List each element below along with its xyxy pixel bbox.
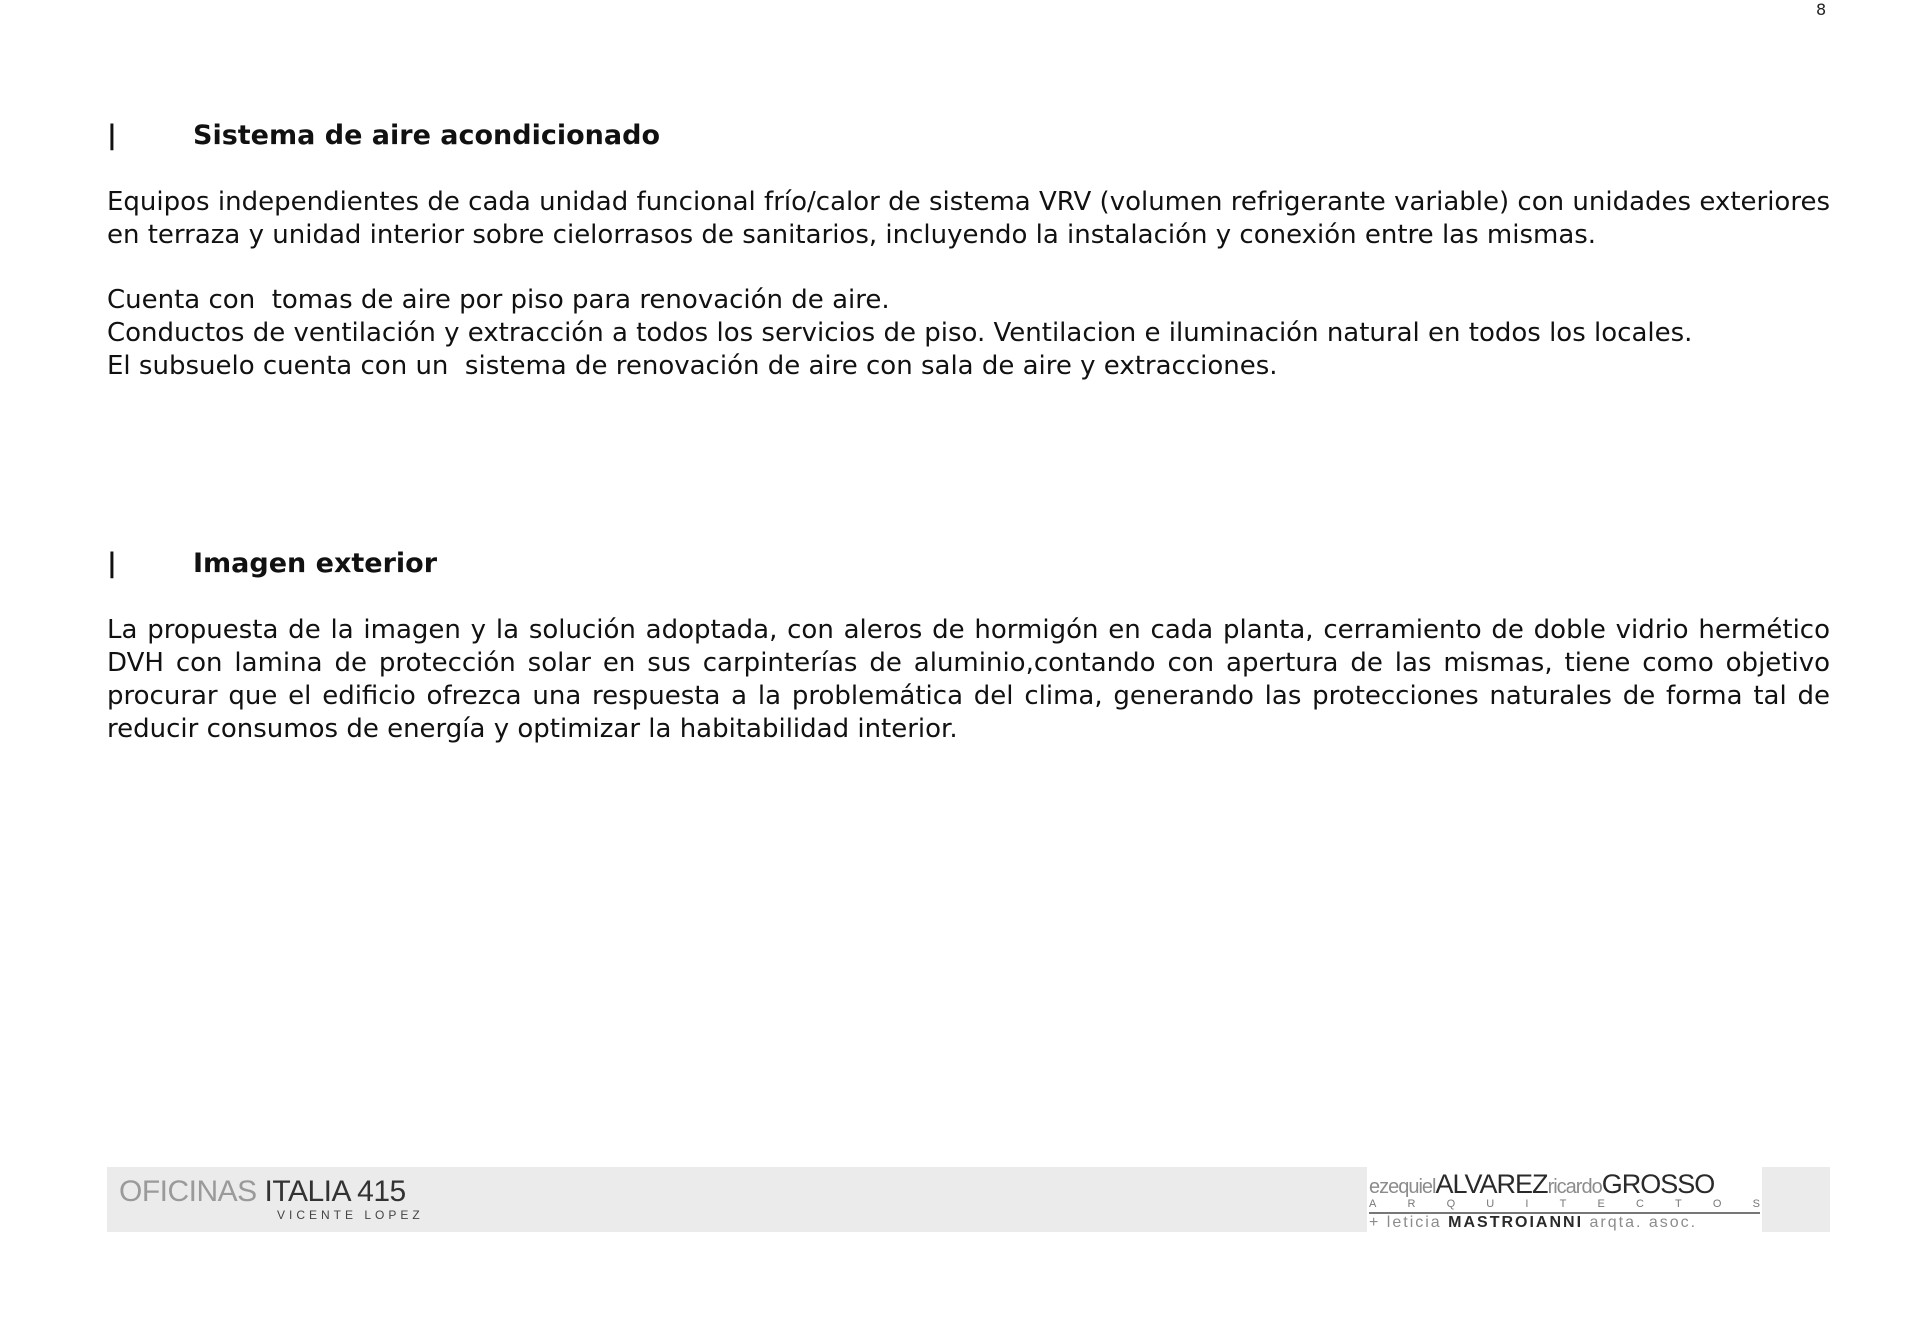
footer-bar xyxy=(107,1167,1830,1232)
section-heading xyxy=(107,546,1830,580)
project-name xyxy=(119,1175,406,1209)
studio-last-name: GROSSO xyxy=(1601,1169,1715,1199)
heading-marker: | xyxy=(107,119,117,151)
section-heading xyxy=(107,118,1830,152)
studio-partner-last: MASTROIANNI xyxy=(1448,1214,1584,1231)
studio-partner-suffix: arqta. asoc. xyxy=(1589,1214,1698,1231)
studio-partner-first: + leticia xyxy=(1369,1214,1442,1231)
studio-subtitle-letter: O xyxy=(1712,1198,1722,1210)
paragraph: La propuesta de la imagen y la solución adoptada, con aleros de hormigón en cada planta, cerramiento de doble vidrio hermético DVH con lamina de protección solar en sus carpinterías de aluminio,contando con apertura de las mismas, tiene como objetivo procurar que el edificio ofrezca una respuesta a la problemática del clima, generando las protecciones naturales de forma tal de reducir consumos de energía y optimizar la habitabilidad interior. xyxy=(107,615,1830,744)
project-name-strong: ITALIA 415 xyxy=(264,1175,406,1208)
studio-subtitle-letter: U xyxy=(1486,1198,1495,1210)
studio-first-name: ricardo xyxy=(1547,1176,1602,1198)
studio-subtitle-letter: R xyxy=(1407,1198,1416,1210)
section-title: Imagen exterior xyxy=(193,547,438,579)
studio-logo xyxy=(1367,1167,1762,1232)
studio-partner xyxy=(1369,1214,1760,1232)
studio-subtitle xyxy=(1369,1198,1760,1210)
section-exterior-image xyxy=(107,546,1830,746)
section-air-conditioning xyxy=(107,118,1830,383)
studio-subtitle-letter: T xyxy=(1559,1198,1567,1210)
page-number: 8 xyxy=(1816,0,1827,19)
paragraph: Equipos independientes de cada unidad funcional frío/calor de sistema VRV (volumen refrigerante variable) con unidades exteriores en terraza y unidad interior sobre cielorrasos de sanitarios, incluyendo la instalación y conexión entre las mismas. xyxy=(107,187,1830,250)
project-name-light: OFICINAS xyxy=(119,1175,257,1208)
paragraph-line: Conductos de ventilación y extracción a todos los servicios de piso. Ventilacion e iluminación natural en todos los locales. xyxy=(107,318,1693,348)
heading-marker: | xyxy=(107,547,117,579)
studio-subtitle-letter: E xyxy=(1597,1198,1605,1210)
studio-subtitle-letter: T xyxy=(1675,1198,1682,1210)
studio-subtitle-letter: Q xyxy=(1446,1198,1456,1210)
studio-subtitle-letter: S xyxy=(1752,1198,1760,1210)
project-place: VICENTE LOPEZ xyxy=(277,1208,424,1222)
studio-subtitle-letter: A xyxy=(1369,1198,1377,1210)
studio-last-name: ALVAREZ xyxy=(1435,1169,1548,1199)
studio-subtitle-letter: C xyxy=(1635,1198,1644,1210)
studio-first-name: ezequiel xyxy=(1369,1176,1436,1198)
studio-names xyxy=(1369,1169,1714,1200)
section-title: Sistema de aire acondicionado xyxy=(193,119,660,151)
studio-subtitle-letter: I xyxy=(1525,1198,1529,1210)
paragraph-line: El subsuelo cuenta con un sistema de renovación de aire con sala de aire y extracciones. xyxy=(107,351,1278,381)
paragraph-line: Cuenta con tomas de aire por piso para renovación de aire. xyxy=(107,285,890,315)
paragraph xyxy=(107,284,1830,383)
